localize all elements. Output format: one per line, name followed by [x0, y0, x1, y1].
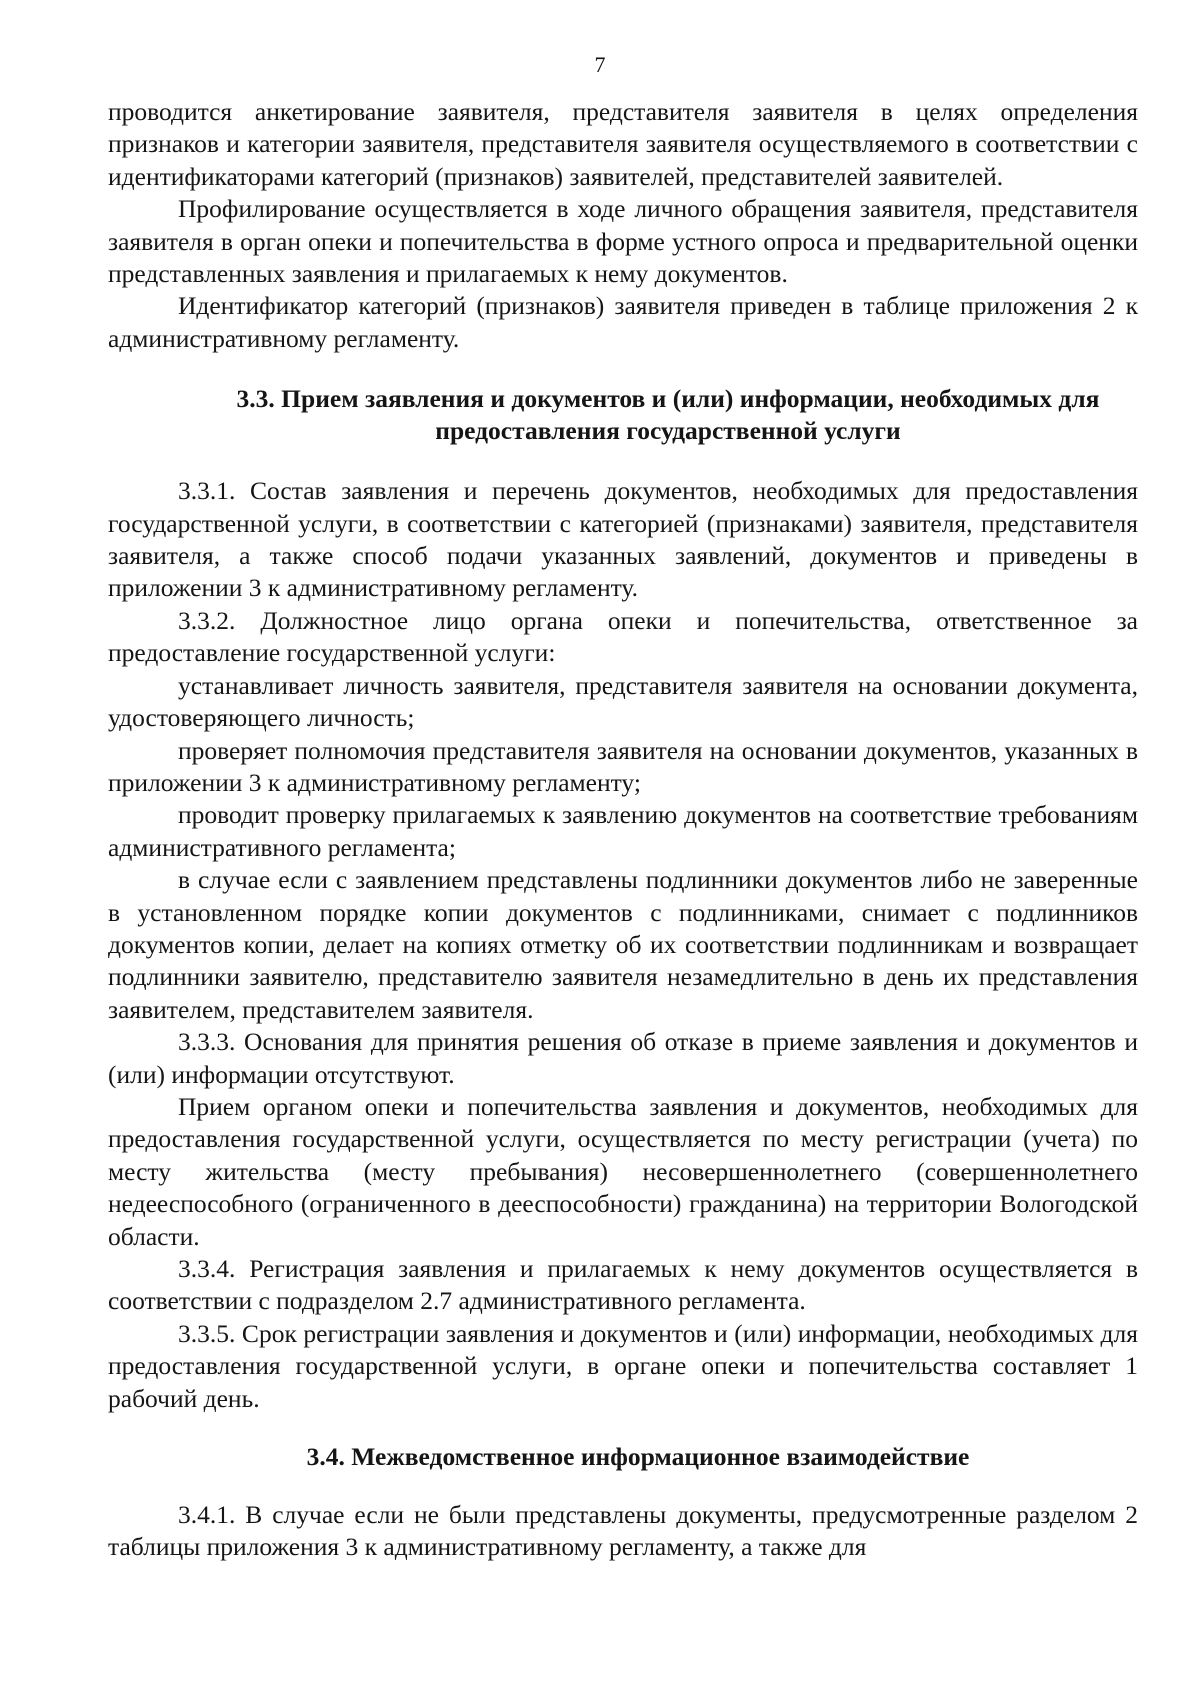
section-heading-3-3: 3.3. Прием заявления и документов и (или) информации, необходимых для предоставления государственной услуги: [236, 384, 1100, 446]
paragraph: в случае если с заявлением представлены подлинники документов либо не заверенные в установленном порядке копии документов с подлинниками, снимает с подлинников документов копии, делает на копиях отметку об их соответствии подлинникам и возвращает подлинники заявителю, представителю заявителя незамедлительно в день их представления заявителем, представителем заявителя.: [108, 865, 1138, 1024]
paragraph: проводит проверку прилагаемых к заявлению документов на соответствие требованиям административного регламента;: [108, 800, 1138, 862]
paragraph: 3.3.3. Основания для принятия решения об отказе в приеме заявления и документов и (или) информации отсутствуют.: [108, 1027, 1138, 1089]
paragraph: проводится анкетирование заявителя, представителя заявителя в целях определения признаков и категории заявителя, представителя заявителя осуществляемого в соответствии с идентификаторами категорий (признаков) заявителей, представителей заявителей.: [108, 97, 1138, 191]
paragraph: 3.3.1. Состав заявления и перечень документов, необходимых для предоставления государственной услуги, в соответствии с категорией (признаками) заявителя, представителя заявителя, а также способ подачи указанных заявлений, документов и приведены в приложении 3 к административному регламенту.: [108, 476, 1138, 603]
paragraph: 3.3.4. Регистрация заявления и прилагаемых к нему документов осуществляется в соответствии с подразделом 2.7 административного регламента.: [108, 1254, 1138, 1316]
document-body: [108, 96, 1138, 1564]
paragraph: проверяет полномочия представителя заявителя на основании документов, указанных в приложении 3 к административному регламенту;: [108, 735, 1138, 797]
paragraph: 3.3.5. Срок регистрации заявления и документов и (или) информации, необходимых для предоставления государственной услуги, в органе опеки и попечительства составляет 1 рабочий день.: [108, 1318, 1138, 1413]
paragraph: устанавливает личность заявителя, представителя заявителя на основании документа, удостоверяющего личность;: [108, 670, 1138, 733]
paragraph: 3.4.1. В случае если не были представлены документы, предусмотренные разделом 2 таблицы приложения 3 к административному регламенту, а также для: [108, 1500, 1138, 1562]
paragraph: Прием органом опеки и попечительства заявления и документов, необходимых для предоставления государственной услуги, осуществляется по месту регистрации (учета) по месту жительства (месту пребывания) несовершеннолетнего (совершеннолетнего недееспособного (ограниченного в дееспособности) гражданина) на территории Вологодской области.: [108, 1091, 1138, 1251]
page-number: 7: [594, 52, 606, 77]
paragraph: Профилирование осуществляется в ходе личного обращения заявителя, представителя заявителя в орган опеки и попечительства в форме устного опроса и предварительной оценки представленных заявления и прилагаемых к нему документов.: [108, 194, 1138, 289]
paragraph: 3.3.2. Должностное лицо органа опеки и попечительства, ответственное за предоставление государственной услуги:: [108, 605, 1138, 668]
paragraph: Идентификатор категорий (признаков) заявителя приведен в таблице приложения 2 к административному регламенту.: [108, 291, 1138, 353]
section-heading-3-4: 3.4. Межведомственное информационное взаимодействие: [306, 1442, 970, 1472]
